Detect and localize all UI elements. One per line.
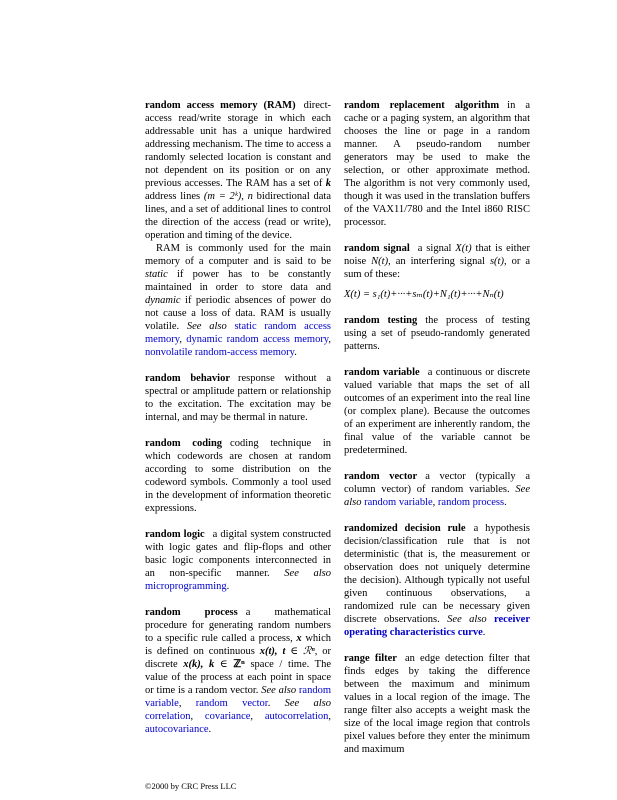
text-segment: , [328,334,332,345]
left-column [145,99,331,749]
text-segment: a hypothesis decision/classification rule that is not deterministic (that is, the measurement or observation does not uniquely determine the decision). Although typically not useful given continuous observations, a randomized rule can be necessary given discrete observations. [344,523,531,625]
text-segment: which is defined on continuous [145,633,331,657]
text-segment: See also [186,321,227,332]
text-segment: (m = 2ᵏ) [203,191,242,202]
text-segment: if periodic absences of power do not cause a loss of data. RAM is usually volatile. [145,295,331,332]
text-segment: , [250,711,265,722]
right-column [344,99,530,769]
dictionary-entry [145,606,331,736]
text-segment: . [226,581,230,592]
entry-paragraph [145,606,331,736]
entry-paragraph [145,242,331,359]
dictionary-entry [344,652,530,756]
equation [344,288,530,301]
text-segment: . [504,497,507,508]
text-segment: an edge detection filter that finds edges by taking the difference between the maximum and minimum values in a local region of the image. The range filter also accepts a weight mask the size of the local image region that controls pixel values before they enter the minimum and maximum [344,653,530,755]
text-segment: static [145,269,168,280]
entry-paragraph [145,99,331,242]
text-segment: , [328,711,332,722]
text-segment: N(t) [371,256,389,267]
cross-reference-link[interactable]: receiver operating characteristics curve [344,614,530,638]
entry-paragraph [145,437,331,515]
text-segment: . [208,724,212,735]
text-segment: . [482,627,486,638]
text-segment [487,614,494,625]
dictionary-entry [344,99,530,229]
text-segment: ∈ [285,646,304,657]
cross-reference-link[interactable]: random vector [195,698,268,709]
text-segment: See also [284,568,331,579]
dictionary-entry [344,522,530,639]
text-segment: a continuous or discrete valued variable that maps the set of all outcomes of an experiment into the real line (or complex plane). Because the outcomes of an experiment are inherently random, the final value of the variable cannot be predetermined. [344,367,530,456]
text-segment: , [190,711,205,722]
text-segment: space / time. The value of the process at each point in space or time is a random vector. [145,659,331,696]
text-segment: n [247,191,253,202]
dictionary-entry [145,99,331,359]
entry-term: random variable [344,367,420,378]
entry-term: random access memory (RAM) [145,100,296,111]
entry-term: random signal [344,243,410,254]
dictionary-entry [344,314,530,353]
cross-reference-link[interactable]: microprogramming [145,581,227,592]
text-segment: X(t) [455,243,472,254]
text-segment: bidirectional data lines, and a set of additional lines to control the direction of the access (read or write), operation and timing of the device. [145,191,331,241]
cross-reference-link[interactable]: autocovariance [145,724,209,735]
text-segment: RAM is commonly used for the main memory of a computer and is said to be [145,243,331,267]
text-segment: , an interfering signal [388,256,490,267]
entry-paragraph [344,522,530,639]
text-segment: X(t) = s₁(t)+···+sₘ(t)+N₁(t)+···+Nₙ(t) [344,289,504,300]
entry-term: random vector [344,471,418,482]
cross-reference-link[interactable]: dynamic random access memory [186,334,329,345]
text-segment: in a cache or a paging system, an algorithm that chooses the line or page in a random manner. A pseudo-random number generators may be used to make the selection, or other approximate method. The algorithm is not very commonly used, though it was used in the translation buffers of the VAX11/780 and the Intel i860 RISC processor. [344,100,530,228]
entry-term: random testing [344,315,418,326]
text-segment: direct-access read/write storage in which each addressable unit has a unique hardwired addressing mechanism. The time to access a randomly selected location is constant and not dependent on its position or on any previous accesses. The RAM has a set of [145,100,331,189]
text-segment: x(t), t [259,646,286,657]
text-segment: x [296,633,302,644]
dictionary-entry [145,437,331,515]
dictionary-entry [344,242,530,301]
entry-paragraph [145,372,331,424]
text-segment: , [178,698,196,709]
text-segment: address lines [145,191,204,202]
cross-reference-link[interactable]: random variable [145,685,331,709]
text-segment: . [294,347,297,358]
cross-reference-link[interactable]: random variable [364,497,433,508]
entry-paragraph [344,652,530,756]
entry-term: random process [145,607,238,618]
dictionary-entry [145,528,331,593]
text-segment: See also [284,698,331,709]
text-segment: that is either noise [344,243,530,267]
text-segment: , [179,334,187,345]
dictionary-entry [344,366,530,457]
entry-term: random replacement algorithm [344,100,500,111]
cross-reference-link[interactable]: random process [437,497,505,508]
entry-term: range filter [344,653,397,664]
text-segment: dynamic [145,295,181,306]
entry-term: random coding [145,438,223,449]
entry-term: random logic [145,529,205,540]
text-segment: See also [261,685,297,696]
cross-reference-link[interactable]: autocorrelation [264,711,329,722]
text-segment: coding technique in which codewords are chosen at random according to some distribution on the codeword symbols. Commonly a tool used in the development of information theoretic expressions. [145,438,332,514]
text-segment: , [432,497,438,508]
text-segment: x(k), k [183,659,215,670]
text-segment: a vector (typically a column vector) of random variables. [344,471,530,495]
text-segment: See also [447,614,487,625]
text-segment: . [267,698,285,709]
dictionary-entry [145,372,331,424]
entry-paragraph [344,314,530,353]
cross-reference-link[interactable]: static random access memory [145,321,331,345]
text-segment: , [241,191,248,202]
dictionary-entry [344,470,530,509]
text-segment: ∈ [214,659,234,670]
cross-reference-link[interactable]: nonvolatile random-access memory [145,347,295,358]
copyright-footer: ©2000 by CRC Press LLC [145,781,237,791]
entry-term: random behavior [145,373,230,384]
text-segment: , or a sum of these: [344,256,530,280]
entry-paragraph [344,366,530,457]
entry-paragraph [344,99,530,229]
text-segment: ℤⁿ [233,659,245,670]
cross-reference-link[interactable]: correlation [145,711,191,722]
text-segment: , or discrete [145,646,331,670]
entry-paragraph [344,470,530,509]
entry-term: randomized decision rule [344,523,466,534]
text-segment: the process of testing using a set of pseudo-randomly generated patterns. [344,315,530,352]
text-segment: a mathematical procedure for generating random numbers to a specific rule called a process, [145,607,332,644]
entry-paragraph [344,242,530,281]
text-segment: a digital system constructed with logic gates and flip-flops and other basic logic components interconnected in an non-specific manner. [145,529,331,579]
text-segment: s(t) [489,256,504,267]
content-columns [145,99,531,769]
text-segment: See also [344,484,530,508]
text-segment: ℛⁿ [303,646,315,657]
entry-paragraph [145,528,331,593]
cross-reference-link[interactable]: covariance [204,711,251,722]
text-segment: if power has to be constantly maintained in order to store data and [145,269,331,293]
text-segment: k [325,178,331,189]
text-segment: response without a spectral or amplitude pattern or relationship to the excitation. The excitation may be internal, and may be thermal in nature. [145,373,331,423]
text-segment: a signal [417,243,456,254]
